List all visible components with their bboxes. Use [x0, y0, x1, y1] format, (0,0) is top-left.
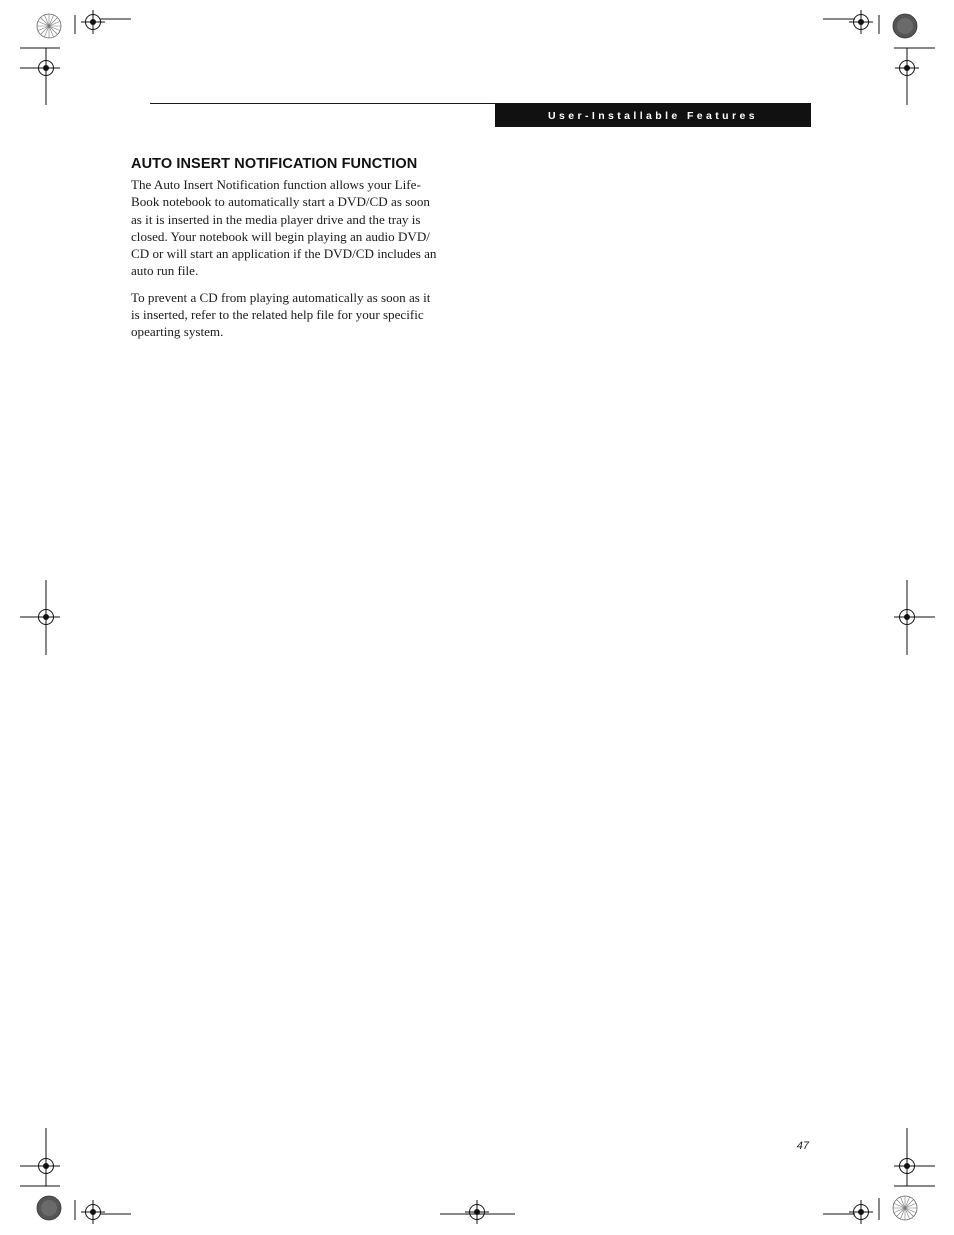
registration-mark: [849, 10, 873, 34]
paragraph-text: The Auto Insert Notification function allows your Life- Book notebook to automatically start a DVD/CD as soon as it is inserted in the media player drive and the tray is closed. Your notebook will begin playing an audio DVD/ CD or will start an application if the DVD/CD includes an auto run file.: [131, 177, 437, 279]
running-header-label: User-Installable Features: [548, 109, 758, 122]
registration-mark: [81, 1200, 105, 1224]
registration-mark: [81, 10, 105, 34]
page-number: 47: [796, 1140, 809, 1152]
color-dot-mark: [37, 1196, 61, 1220]
section-title: AUTO INSERT NOTIFICATION FUNCTION: [131, 156, 418, 172]
paragraph-text: To prevent a CD from playing automatically as soon as it is inserted, refer to the related help file for your specific opearting system.: [131, 289, 431, 340]
starburst-mark: [893, 1196, 917, 1220]
registration-mark: [465, 1200, 489, 1224]
color-dot-mark: [893, 14, 917, 38]
starburst-mark: [37, 14, 61, 38]
registration-mark: [849, 1200, 873, 1224]
